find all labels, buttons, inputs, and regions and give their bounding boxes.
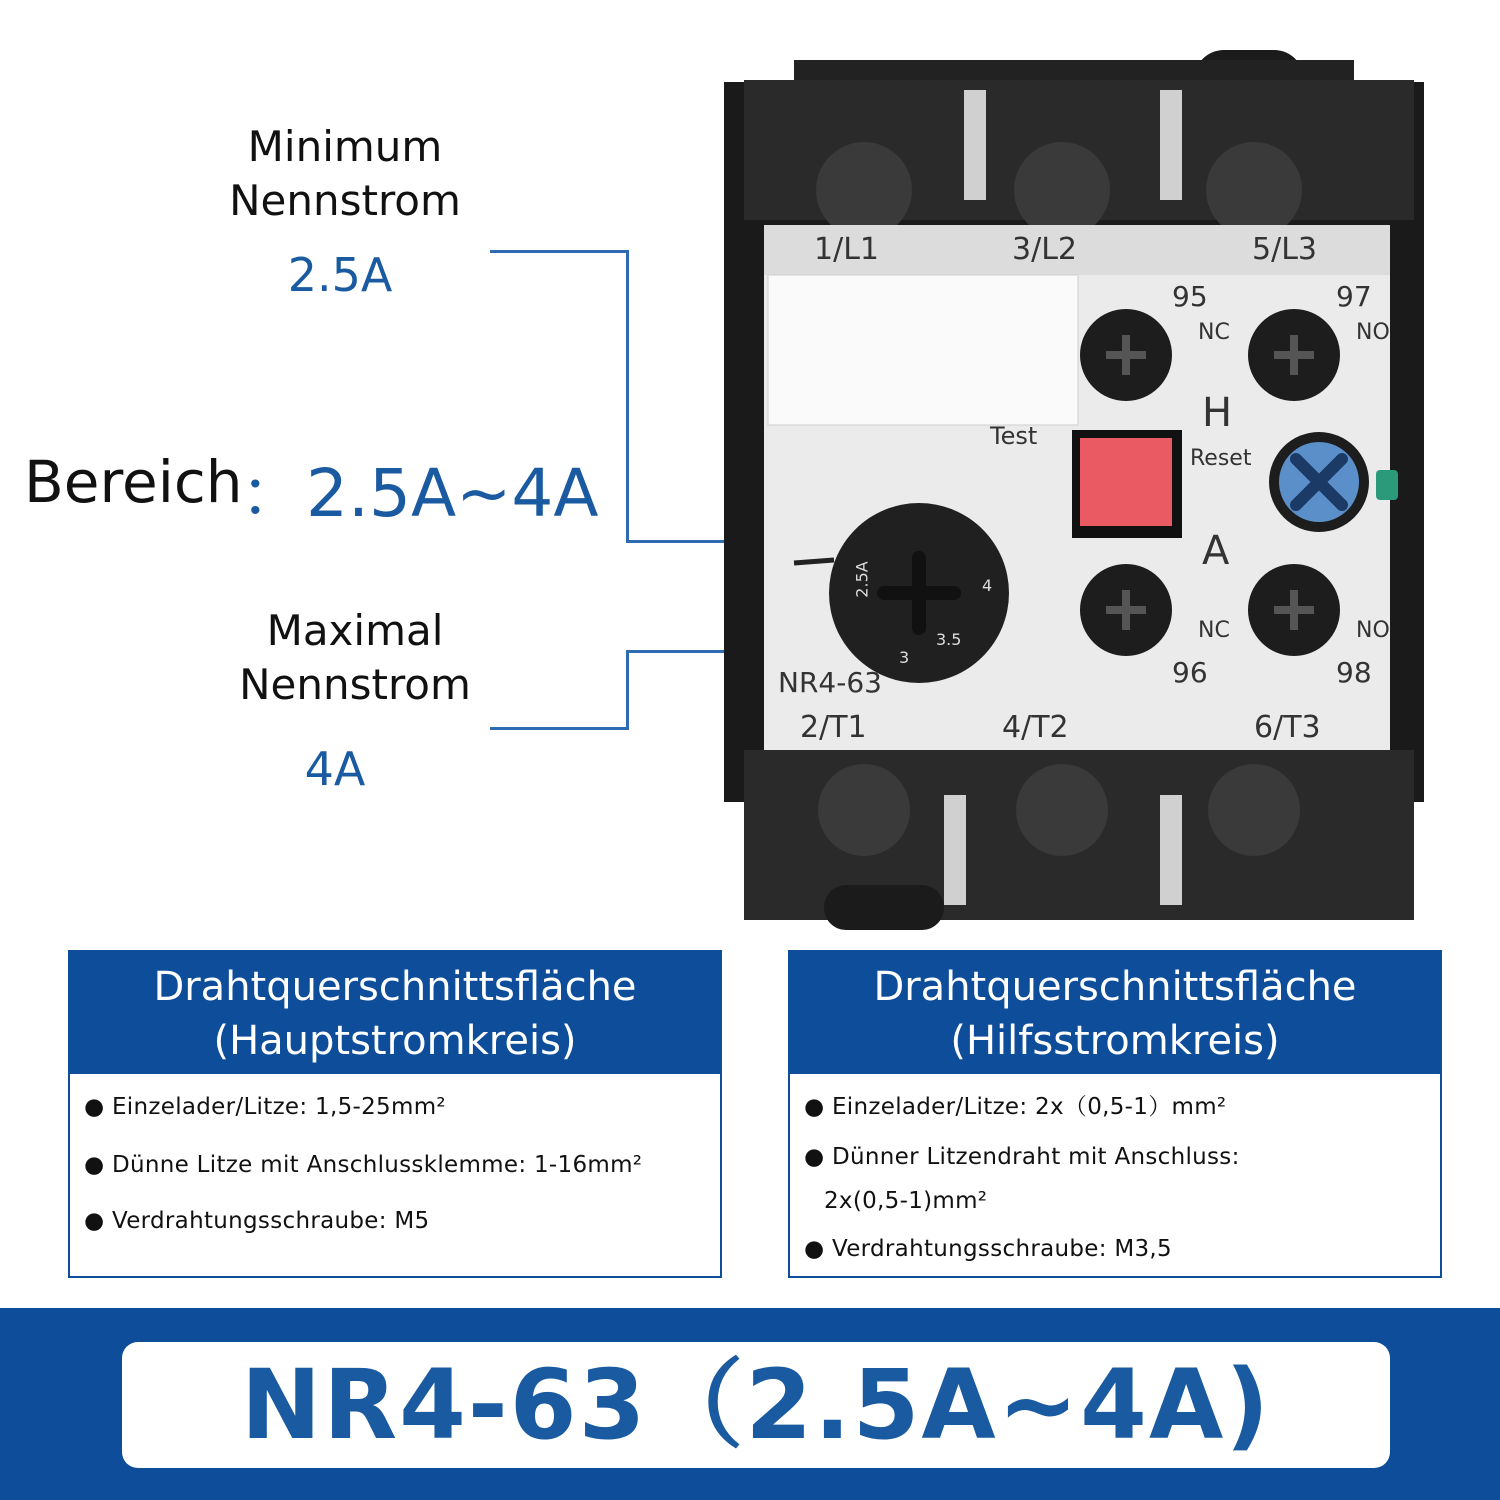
- info-right-line-2: ● Dünner Litzendraht mit Anschluss:: [804, 1144, 1240, 1170]
- terminal-1-l1: 1/L1: [814, 232, 879, 267]
- max-label-line-2: Nennstrom: [239, 660, 471, 709]
- dial-mark-2-5a: 2.5A: [852, 561, 872, 598]
- aux-96: 96: [1172, 656, 1208, 689]
- terminal-3-l2: 3/L2: [1012, 232, 1077, 267]
- range-value-text: 2.5A~4A: [306, 455, 599, 532]
- info-left-title-2: (Hauptstromkreis): [213, 1018, 577, 1064]
- model-label: NR4-63: [778, 666, 882, 699]
- info-box-aux-circuit: [788, 950, 1442, 1278]
- aux-no-top: NO: [1356, 320, 1390, 345]
- dial-mark-3: 3: [899, 648, 910, 667]
- min-current-value: 2.5A: [287, 248, 393, 302]
- terminal-2-t1: 2/T1: [800, 710, 867, 745]
- info-left-line-2: ● Dünne Litze mit Anschlussklemme: 1-16mm²: [84, 1152, 643, 1178]
- aux-nc-bottom: NC: [1198, 618, 1230, 643]
- range-key: Bereich: [24, 448, 243, 516]
- aux-97: 97: [1336, 280, 1372, 313]
- dial-mark-4: 4: [982, 576, 993, 595]
- terminal-6-t3: 6/T3: [1254, 710, 1321, 745]
- info-left-header: [70, 952, 720, 1074]
- max-current-value: 4A: [304, 742, 366, 796]
- info-box-main-circuit: [68, 950, 722, 1278]
- label-test: Test: [990, 422, 1038, 450]
- info-right-title-1: Drahtquerschnittsfläche: [873, 964, 1357, 1010]
- model-banner-text: NR4-63（2.5A~4A): [122, 1342, 1390, 1468]
- max-leader-h: [490, 727, 628, 730]
- dial-mark-3-5: 3.5: [936, 630, 962, 649]
- aux-95: 95: [1172, 280, 1208, 313]
- relay-illustration: [724, 50, 1424, 930]
- info-right-header: [790, 952, 1440, 1074]
- info-right-line-4: ● Verdrahtungsschraube: M3,5: [804, 1236, 1172, 1262]
- range-separator: ：: [240, 455, 306, 532]
- max-current-label: [210, 604, 500, 712]
- info-right-title-2: (Hilfsstromkreis): [950, 1018, 1280, 1064]
- terminal-5-l3: 5/L3: [1252, 232, 1317, 267]
- info-right-line-1: ● Einzelader/Litze: 2x（0,5-1）mm²: [804, 1094, 1227, 1120]
- terminal-4-t2: 4/T2: [1002, 710, 1069, 745]
- model-banner: [0, 1308, 1500, 1500]
- min-leader-h: [490, 250, 628, 253]
- min-leader-v: [626, 250, 629, 542]
- max-leader-v: [626, 650, 629, 730]
- overload-relay-device: [724, 50, 1424, 930]
- min-current-label: [200, 120, 490, 228]
- aux-98: 98: [1336, 656, 1372, 689]
- min-label-line-1: Minimum: [247, 122, 443, 171]
- max-label-line-1: Maximal: [266, 606, 444, 655]
- info-left-title-1: Drahtquerschnittsfläche: [153, 964, 637, 1010]
- aux-nc-top: NC: [1198, 320, 1230, 345]
- info-left-line-3: ● Verdrahtungsschraube: M5: [84, 1208, 430, 1234]
- min-label-line-2: Nennstrom: [229, 176, 461, 225]
- label-h: H: [1202, 390, 1233, 436]
- info-right-line-3: 2x(0,5-1)mm²: [824, 1188, 988, 1214]
- label-reset: Reset: [1190, 446, 1252, 471]
- info-left-line-1: ● Einzelader/Litze: 1,5-25mm²: [84, 1094, 446, 1120]
- label-a: A: [1202, 528, 1230, 574]
- range-value: [240, 440, 599, 535]
- aux-no-bottom: NO: [1356, 618, 1390, 643]
